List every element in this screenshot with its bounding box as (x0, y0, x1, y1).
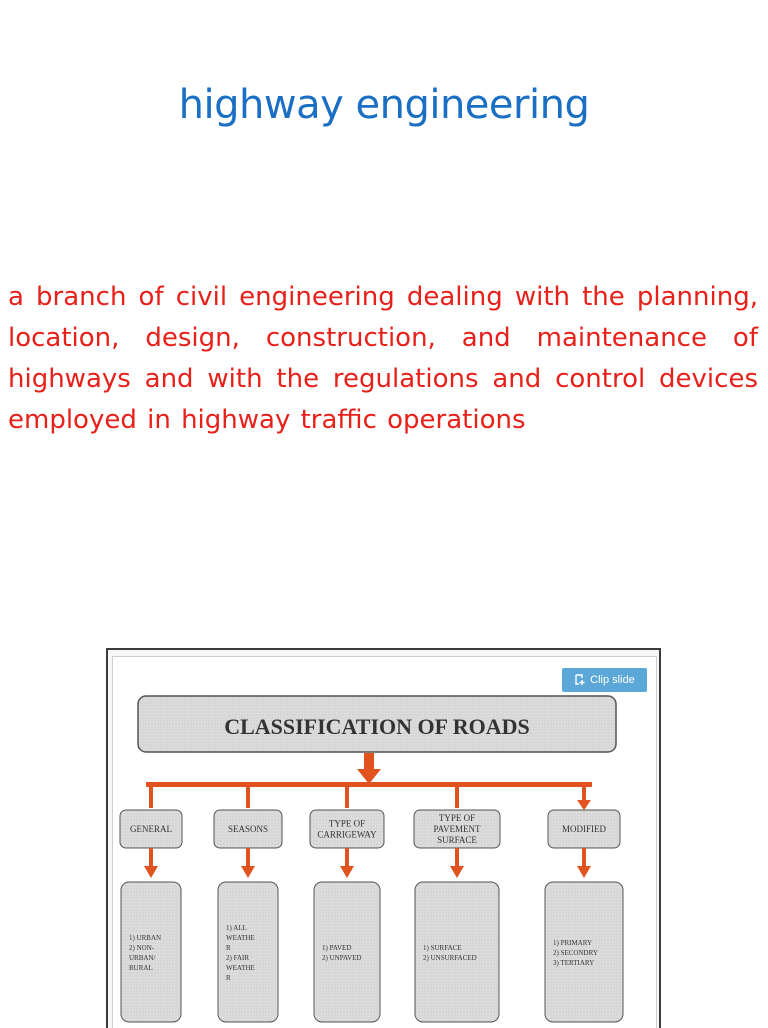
category-label: GENERAL (130, 824, 172, 834)
category-label: PAVEMENT (433, 824, 481, 834)
items-text: URBAN/ (129, 954, 156, 962)
main-arrow-shaft (364, 753, 374, 771)
category-arrow-head (340, 866, 354, 878)
category-label: CARRIGEWAY (317, 829, 377, 840)
slide-description: a branch of civil engineering dealing with the planning, location, design, construction, and maintenance of highways and with the regulations and control devices employed in highway traffic operations (8, 282, 758, 435)
items-text: 3) TERTIARY (553, 959, 595, 967)
category-arrow-head (144, 866, 158, 878)
items-text: 1) PRIMARY (553, 939, 593, 947)
clip-icon (574, 674, 586, 686)
branch-connector (246, 786, 250, 808)
main-arrow-head (357, 769, 381, 784)
branch-connector (455, 786, 459, 808)
category-label: MODIFIED (562, 824, 606, 834)
items-text: 2) NON- (129, 944, 155, 952)
category-arrow-head (450, 866, 464, 878)
items-text: 2) FAIR (226, 954, 250, 962)
branch-connector (345, 786, 349, 808)
branch-arrow-head (577, 800, 591, 810)
clip-slide-button[interactable] (562, 668, 647, 692)
category-label: SEASONS (227, 824, 269, 834)
clip-slide-label: Clip slide (590, 674, 635, 686)
items-text: 1) URBAN (129, 934, 162, 942)
classification-diagram (106, 648, 661, 1024)
items-text: WEATHE (226, 964, 255, 972)
items-text: R (226, 944, 231, 952)
items-box (218, 882, 278, 1022)
category-arrow-head (241, 866, 255, 878)
items-box (121, 882, 181, 1022)
branch-connector (149, 786, 153, 808)
items-text: 1) ALL (226, 924, 247, 932)
heading-text: CLASSIFICATION OF ROADS (224, 714, 530, 739)
category-label: SURFACE (437, 835, 477, 845)
items-text: RURAL (129, 964, 153, 972)
slide-title: highway engineering (178, 82, 590, 128)
items-box (314, 882, 380, 1022)
items-text: WEATHE (226, 934, 255, 942)
items-text: 2) UNSURFACED (423, 954, 477, 962)
branch-line (146, 782, 592, 787)
items-box (415, 882, 499, 1022)
items-text: 2) UNPAVED (322, 954, 362, 962)
category-label: TYPE OF (328, 818, 366, 829)
category-arrow-head (577, 866, 591, 878)
category-label: TYPE OF (438, 813, 476, 823)
items-text: 1) SURFACE (423, 944, 462, 952)
items-text: 2) SECONDRY (553, 949, 598, 957)
items-text: R (226, 974, 231, 982)
items-text: 1) PAVED (322, 944, 352, 952)
